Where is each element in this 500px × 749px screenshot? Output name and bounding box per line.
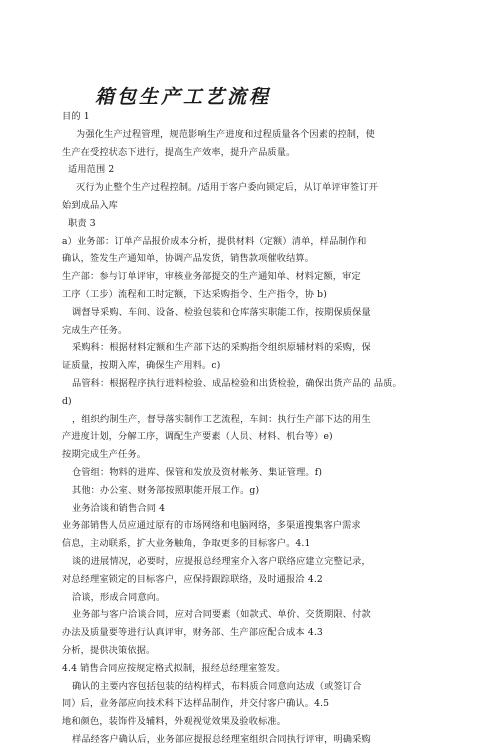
- paragraph-line: 样品经客户确认后，业务部应提报总经理室组织合同执行评审，明确采购: [72, 733, 371, 745]
- paragraph-line: 采购科：根据材料定额和生产部下达的采购指令组织原辅材料的采购，保: [72, 342, 371, 354]
- paragraph-line: 确认的主要内容包括包装的结构样式，布料质合同意向达成（或签订合: [72, 680, 362, 692]
- paragraph-line: 信息，主动联系，扩大业务触角，争取更多的目标客户。4.1: [62, 538, 311, 550]
- paragraph-line: 仓管组：物料的进库、保管和发放及资材帐务、集证管理。f): [72, 466, 323, 478]
- paragraph-line: 为强化生产过程管理，规范影响生产进度和过程质量各个因素的控制，使: [76, 128, 375, 140]
- paragraph-line: 按期完成生产任务。: [62, 449, 147, 461]
- paragraph-line: 生产部：参与订单评审，审核业务部提交的生产通知单、材料定额，审定: [62, 271, 361, 283]
- paragraph-line: 生产在受控状态下进行，提高生产效率，提升产品质量。: [62, 146, 296, 158]
- paragraph-line: 完成生产任务。: [62, 324, 128, 336]
- paragraph-line: 确认，签发生产通知单，协调产品发货，销售款项催收结算。: [62, 253, 315, 265]
- paragraph-line: 业务部销售人员应通过原有的市场网络和电脑网络，多渠道搜集客户需求: [62, 520, 361, 532]
- paragraph-line: 洽谈，形成合同意向。: [72, 591, 166, 603]
- paragraph-line: ，组织约制生产，督导落实制作工艺流程，车间：执行生产部下达的用生: [72, 413, 371, 425]
- paragraph-line: 对总经理室锁定的目标客户，应保持跟踪联络，及时通报洽 4.2: [62, 573, 323, 585]
- section-heading: 4.4 销售合同应按规定格式拟制，报经总经理室签发。: [62, 662, 286, 674]
- paragraph-line: 地和颜色，装饰件及辅料，外观视觉效果及验收标准。: [62, 716, 287, 728]
- section-heading: 职责 3: [68, 217, 96, 229]
- paragraph-line: 产进度计划，分解工序，调配生产要素（人员、材料、机台等）e): [62, 431, 333, 443]
- paragraph-line: a）业务部：订单产品报价成本分析，提供材料（定额）清单，样品制作和: [62, 235, 367, 247]
- section-heading: 业务洽谈和销售合同 4: [72, 502, 166, 514]
- paragraph-line: 办法及质量要等进行认真评审，财务部、生产部应配合成本 4.3: [62, 627, 323, 639]
- section-heading: 目的 1: [62, 111, 90, 122]
- paragraph-line: 同）后，业务部应向技术科下达样品制作，并交付客户确认。4.5: [62, 698, 330, 710]
- paragraph-line: 调督导采购、车间、设备、检验包装和仓库落实职能工作，按期保质保量: [72, 306, 371, 318]
- paragraph-line: 其他：办公室、财务部按照职能开展工作。g): [72, 484, 260, 496]
- paragraph-line: 工序（工步）流程和工时定额，下达采购指令、生产指令，协 b): [62, 288, 327, 300]
- paragraph-line: 品管科：根据程序执行进料检验、成品检验和出货检验，确保出货产品的 品质。: [72, 377, 402, 389]
- section-heading: 适用范围 2: [68, 164, 115, 176]
- paragraph-line: 灭行为止整个生产过程控制。/适用于客户委向锁定后，从订单评审签订开: [76, 182, 379, 194]
- paragraph-line: d): [62, 395, 72, 407]
- paragraph-line: 始到成品入库: [62, 199, 119, 211]
- paragraph-line: 分析，提供决策依据。: [62, 644, 156, 656]
- paragraph-line: 谈的进展情况，必要时，应提报总经理室介入客户联络应建立完整记录，: [72, 555, 371, 567]
- document-title: 箱包生产工艺流程: [95, 86, 272, 108]
- document-body: [62, 108, 494, 749]
- paragraph-line: 业务部与客户洽谈合同，应对合同要素（如款式、单价、交货期限、付款: [72, 609, 371, 621]
- paragraph-line: 证质量，按期入库，确保生产用料。c): [62, 360, 221, 372]
